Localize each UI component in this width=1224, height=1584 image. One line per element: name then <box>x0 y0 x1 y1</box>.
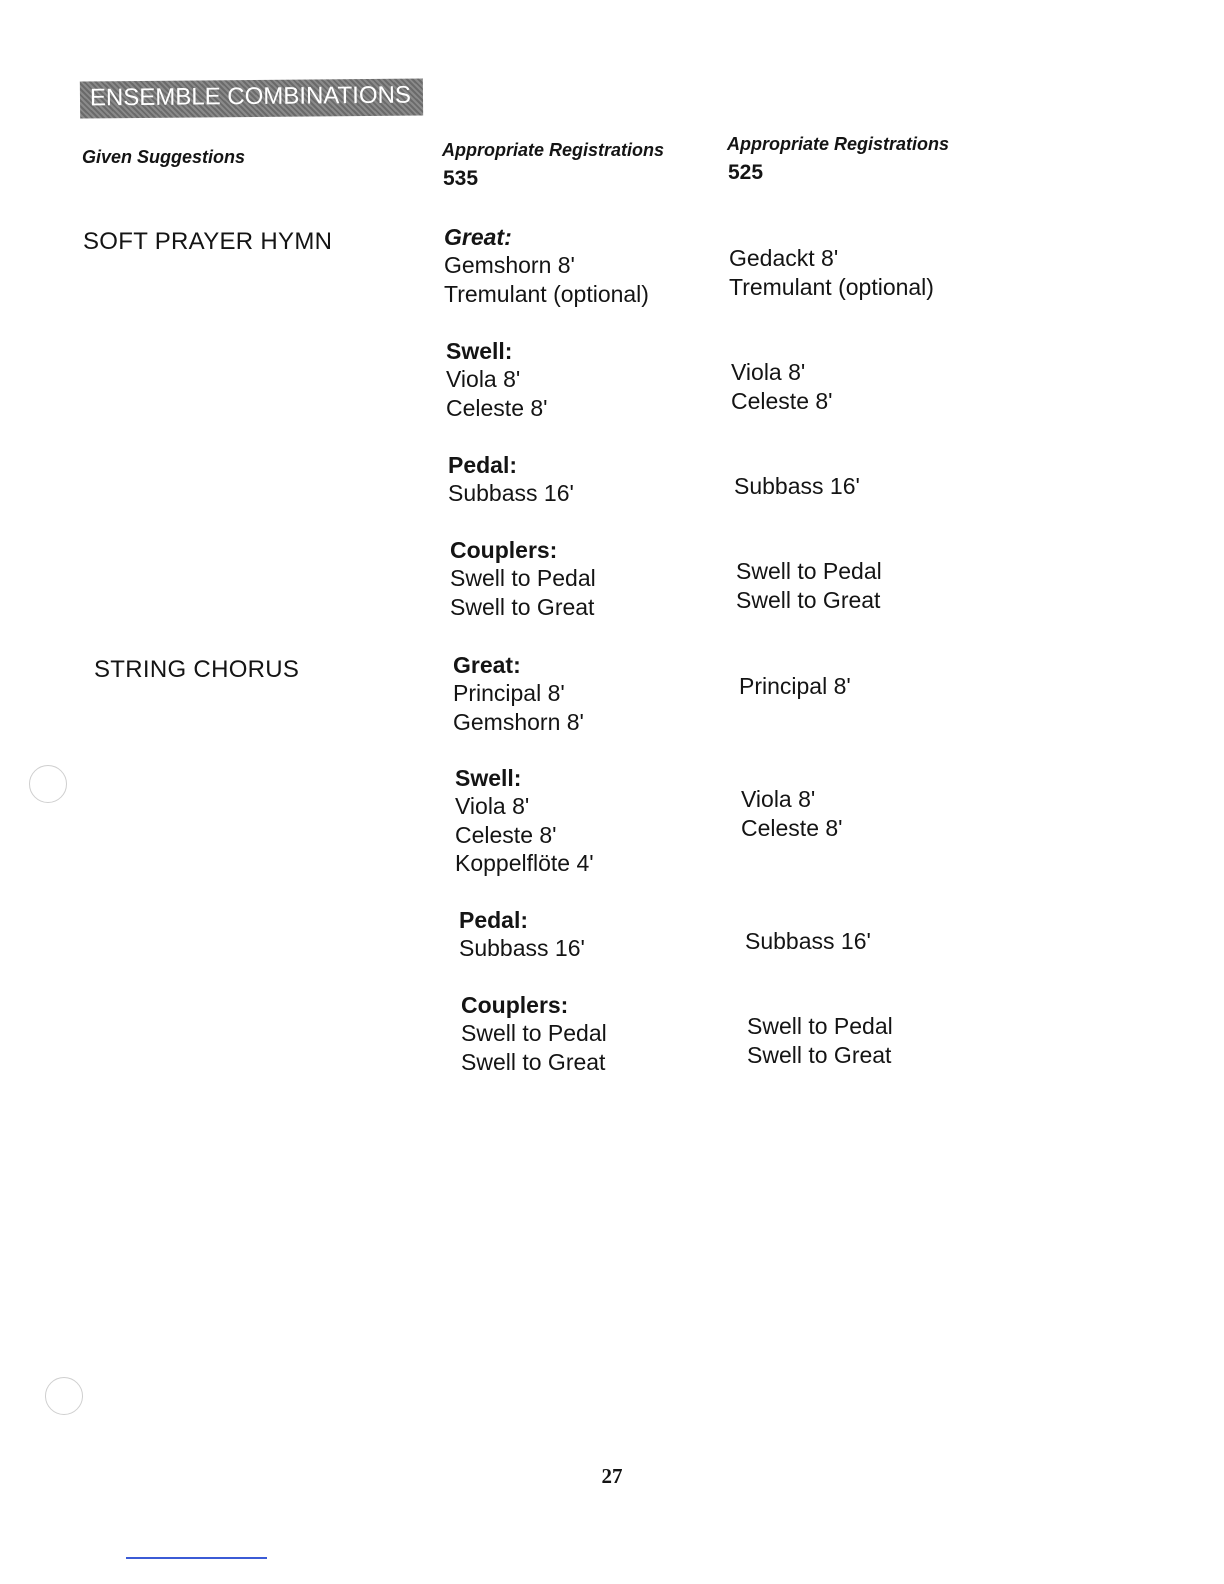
stop-item: Celeste 8' <box>455 821 557 848</box>
registration-block-535 <box>461 991 607 1076</box>
registration-block-535 <box>459 906 585 963</box>
column-header-535-label: Appropriate Registrations <box>442 140 665 160</box>
stop-item: Celeste 8' <box>741 814 843 841</box>
division-title: Pedal: <box>459 907 529 933</box>
stop-item: Viola 8' <box>741 786 816 812</box>
stop-item: Viola 8' <box>446 366 521 392</box>
registration-block-535 <box>453 651 584 736</box>
section-title: ENSEMBLE COMBINATIONS <box>89 81 412 112</box>
stop-item: Gemshorn 8' <box>444 252 575 278</box>
edge-line <box>126 1557 267 1559</box>
stop-item: Koppelflöte 4' <box>455 850 594 876</box>
stop-item: Principal 8' <box>453 680 565 706</box>
suggestion-title: SOFT PRAYER HYMN <box>83 228 333 255</box>
registration-block-525 <box>747 1012 893 1069</box>
registration-block-535 <box>444 223 649 308</box>
binder-hole-mark <box>45 1377 83 1415</box>
stop-item: Celeste 8' <box>731 387 833 414</box>
stop-item: Viola 8' <box>731 359 806 385</box>
stop-item: Gedackt 8' <box>729 245 839 271</box>
registration-block-525 <box>739 672 851 701</box>
stop-item: Swell to Pedal <box>450 565 596 591</box>
stop-item: Celeste 8' <box>446 394 548 421</box>
stop-item: Swell to Great <box>747 1041 892 1068</box>
column-header-525-label: Appropriate Registrations <box>727 134 950 154</box>
division-title: Pedal: <box>448 452 518 478</box>
column-header-given-suggestions: Given Suggestions <box>82 147 246 167</box>
registration-block-535 <box>446 337 548 422</box>
stop-item: Gemshorn 8' <box>453 708 584 735</box>
suggestion-title: STRING CHORUS <box>94 656 300 683</box>
stop-item: Swell to Great <box>450 593 595 620</box>
stop-item: Subbass 16' <box>734 473 860 499</box>
division-title: Swell: <box>455 765 522 791</box>
registration-block-535 <box>450 536 596 621</box>
page-number: 27 <box>601 1464 623 1488</box>
registration-block-525 <box>734 472 860 501</box>
division-title: Couplers: <box>461 992 569 1018</box>
registration-block-525 <box>736 557 882 614</box>
stop-item: Principal 8' <box>739 673 851 699</box>
stop-item: Subbass 16' <box>448 480 574 506</box>
binder-hole-mark <box>29 765 67 803</box>
stop-item: Subbass 16' <box>745 928 871 954</box>
stop-item: Swell to Pedal <box>747 1013 893 1039</box>
registration-block-525 <box>731 358 833 415</box>
registration-block-535 <box>455 764 594 878</box>
registration-block-525 <box>741 785 843 842</box>
stop-item: Subbass 16' <box>459 935 585 961</box>
stop-item: Swell to Pedal <box>736 558 882 584</box>
stop-item: Viola 8' <box>455 793 530 819</box>
division-title: Swell: <box>446 338 513 364</box>
division-title: Great: <box>444 224 512 250</box>
registration-block-535 <box>448 451 574 508</box>
stop-item: Swell to Great <box>461 1048 606 1075</box>
division-title: Great: <box>453 652 521 678</box>
registration-block-525 <box>745 927 871 956</box>
stop-item: Swell to Pedal <box>461 1020 607 1046</box>
stop-item: Tremulant (optional) <box>444 280 649 307</box>
division-title: Couplers: <box>450 537 558 563</box>
stop-item: Tremulant (optional) <box>729 273 934 300</box>
stop-item: Swell to Great <box>736 586 881 613</box>
registration-block-525 <box>729 244 934 301</box>
section-title-banner <box>80 79 423 119</box>
column-header-535-model: 535 <box>443 167 479 190</box>
column-header-525-model: 525 <box>728 161 764 184</box>
